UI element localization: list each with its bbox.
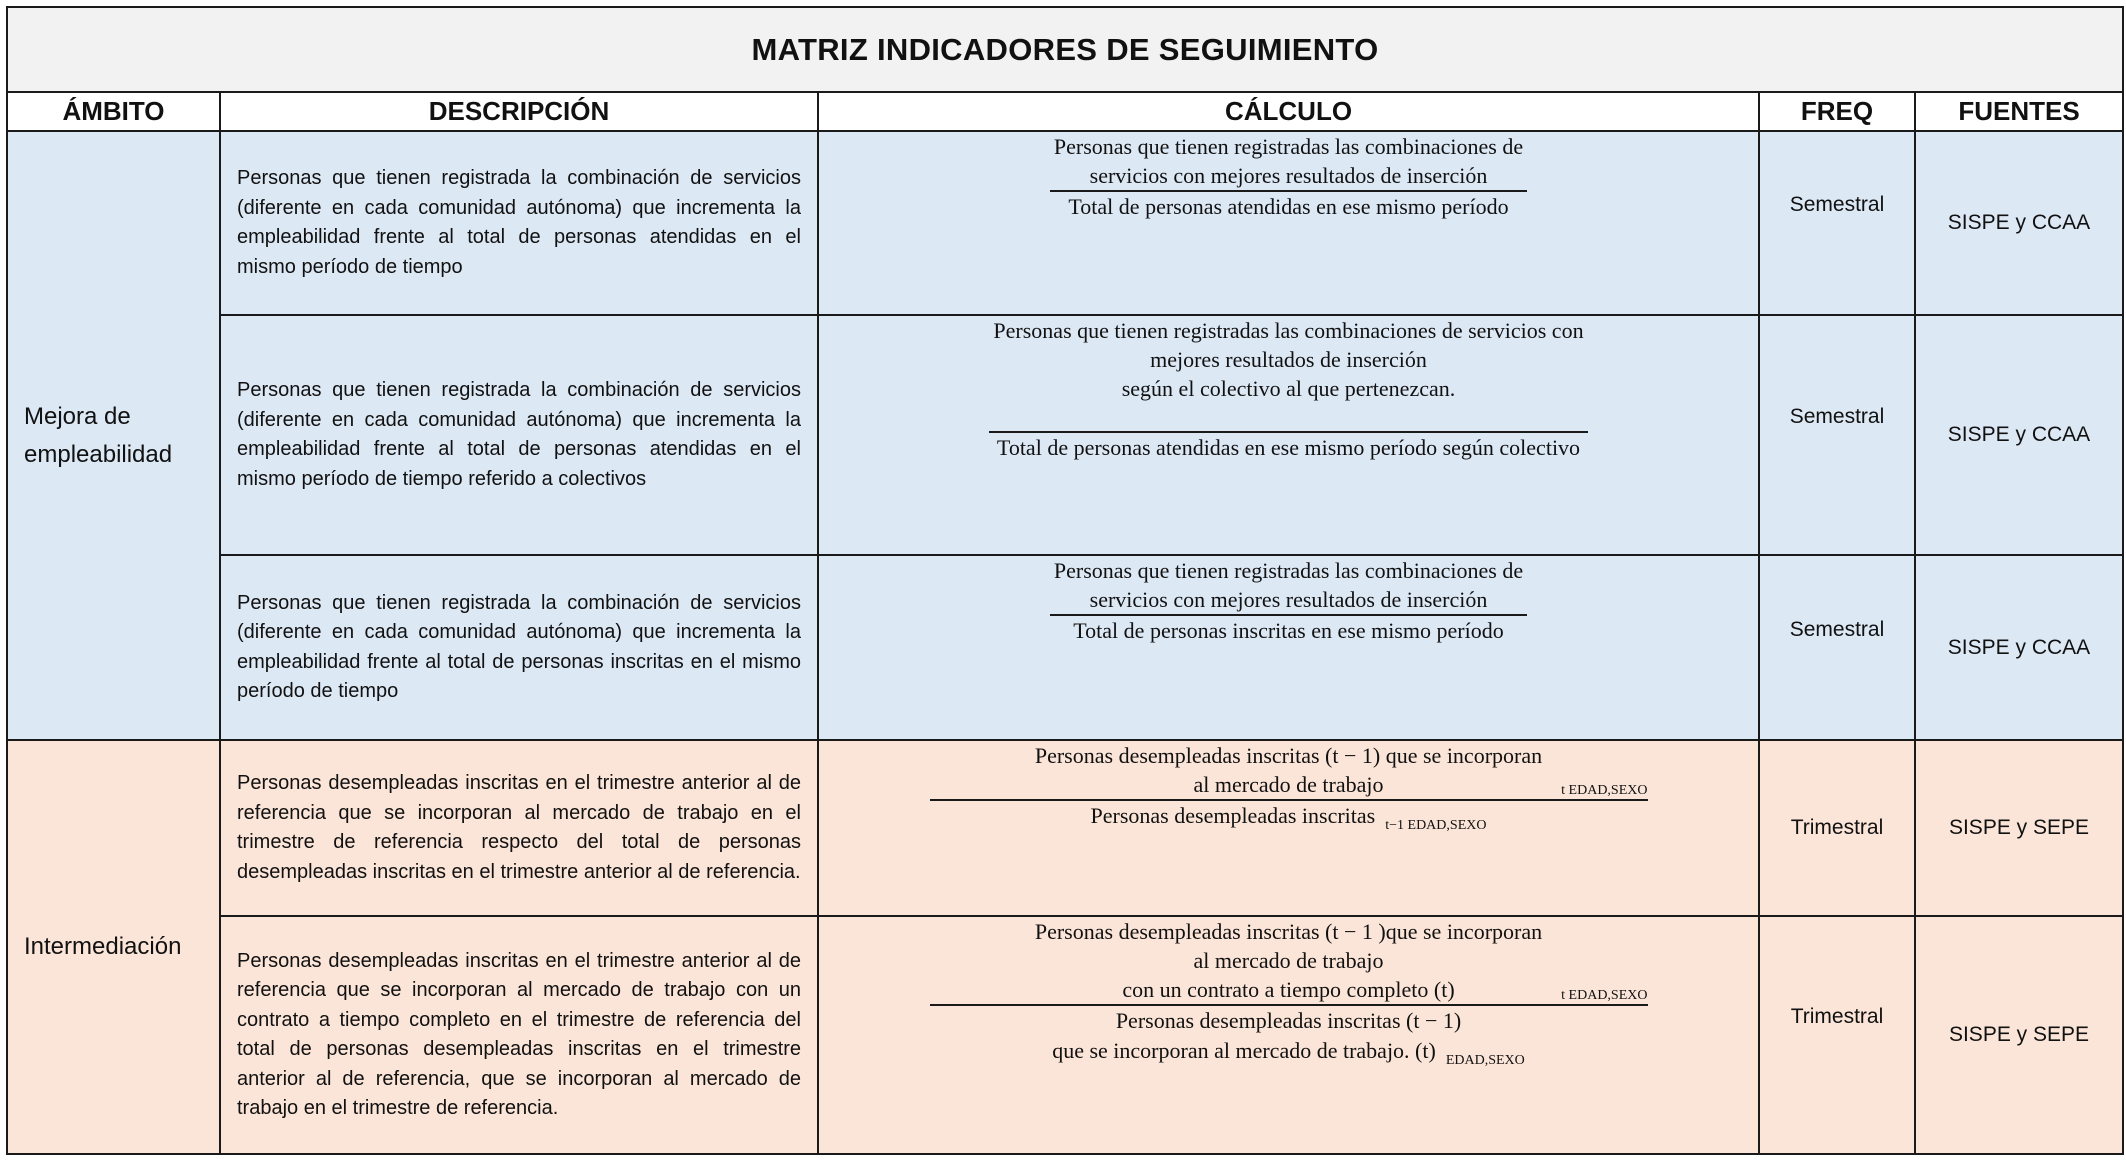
subscript: t−1 EDAD,SEXO [1385,818,1487,833]
calculation-cell [818,315,1759,555]
ambito-line: Intermediación [24,933,182,960]
table-row [7,315,2123,555]
header-descripcion: DESCRIPCIÓN [220,92,818,131]
formula-fraction [930,741,1648,841]
formula-denominator: Personas desempleadas inscritas (t − 1) que se incorporan al mercado de trabajo. (t) $_{EDAD,SEXO}$ [930,1004,1648,1076]
description-cell: Personas desempleadas inscritas en el trimestre anterior al de referencia que se incorporan al mercado de trabajo con un contrato a tiempo completo en el trimestre de referencia del total de personas desempleadas inscritas en el trimestre anterior al de referencia, que se incorporan al mercado de trabajo en el trimestre de referencia. [220,916,818,1154]
description-cell: Personas que tienen registrada la combinación de servicios (diferente en cada comunidad autónoma) que incrementa la empleabilidad frente al total de personas atendidas en el mismo período de tiempo referido a colectivos [220,315,818,555]
ambito-empleabilidad [7,131,220,740]
subscript: t EDAD,SEXO [1561,988,1648,1003]
formula-fraction [930,917,1648,1076]
formula-numerator: Personas que tienen registradas las combinaciones de servicios con mejores resultados de inserción [1053,558,1524,612]
header-ambito: ÁMBITO [7,92,220,131]
formula-numerator: Personas desempleadas inscritas (t − 1 )que se incorporan al mercado de trabajo con un contrato a tiempo completo (t) t EDAD,SEXO [930,917,1648,1004]
sources-cell: SISPE y CCAA [1915,555,2123,740]
subscript: EDAD,SEXO [1445,1053,1525,1068]
description-cell: Personas desempleadas inscritas en el trimestre anterior al de referencia que se incorporan al mercado de trabajo en el trimestre de referencia respecto del total de personas desempleadas inscritas en el trimestre anterior al de referencia. [220,740,818,916]
formula-denominator: Total de personas atendidas en ese mismo período [1050,190,1527,222]
indicator-table [6,6,2124,1155]
sources-cell: SISPE y CCAA [1915,131,2123,315]
calculation-cell [818,555,1759,740]
calculation-cell [818,131,1759,315]
formula-numerator: Personas desempleadas inscritas (t − 1) que se incorporan al mercado de trabajo t EDAD,SEXO [930,741,1648,799]
sources-cell: SISPE y SEPE [1915,740,2123,916]
sources-cell: SISPE y SEPE [1915,916,2123,1154]
header-freq: FREQ [1759,92,1915,131]
calculation-cell [818,740,1759,916]
description-cell: Personas que tienen registrada la combinación de servicios (diferente en cada comunidad autónoma) que incrementa la empleabilidad frente al total de personas inscritas en el mismo período de tiempo [220,555,818,740]
header-fuentes: FUENTES [1915,92,2123,131]
header-calculo: CÁLCULO [818,92,1759,131]
table-row [7,916,2123,1154]
frequency-cell: Semestral [1759,315,1915,555]
header-row [7,92,2123,131]
formula-numerator: Personas que tienen registradas las combinaciones de servicios con mejores resultados de inserción según el colectivo al que pertenezcan. [993,318,1584,401]
indicator-matrix [6,6,2122,1155]
formula-fraction [1050,132,1527,222]
frequency-cell: Trimestral [1759,916,1915,1154]
sources-cell: SISPE y CCAA [1915,315,2123,555]
frequency-cell: Semestral [1759,131,1915,315]
table-row [7,131,2123,315]
table-row [7,740,2123,916]
formula-numerator: Personas que tienen registradas las combinaciones de servicios con mejores resultados de inserción [1053,134,1524,188]
formula-denominator: Total de personas atendidas en ese mismo período según colectivo [989,431,1587,463]
subscript: t EDAD,SEXO [1561,783,1648,798]
frequency-cell: Trimestral [1759,740,1915,916]
calculation-cell [818,916,1759,1154]
description-cell: Personas que tienen registrada la combinación de servicios (diferente en cada comunidad autónoma) que incrementa la empleabilidad frente al total de personas atendidas en el mismo período de tiempo [220,131,818,315]
ambito-intermediacion [7,740,220,1154]
table-row [7,555,2123,740]
formula-denominator: Total de personas inscritas en ese mismo período [1050,614,1527,646]
formula-fraction [1050,556,1527,646]
formula-fraction [989,316,1587,463]
ambito-line: empleabilidad [24,440,173,468]
page-title: MATRIZ INDICADORES DE SEGUIMIENTO [7,7,2123,92]
ambito-line: Mejora de [24,402,131,430]
formula-denominator: Personas desempleadas inscritas $_{t-1 EDAD,SEXO}$ [930,799,1648,841]
frequency-cell: Semestral [1759,555,1915,740]
